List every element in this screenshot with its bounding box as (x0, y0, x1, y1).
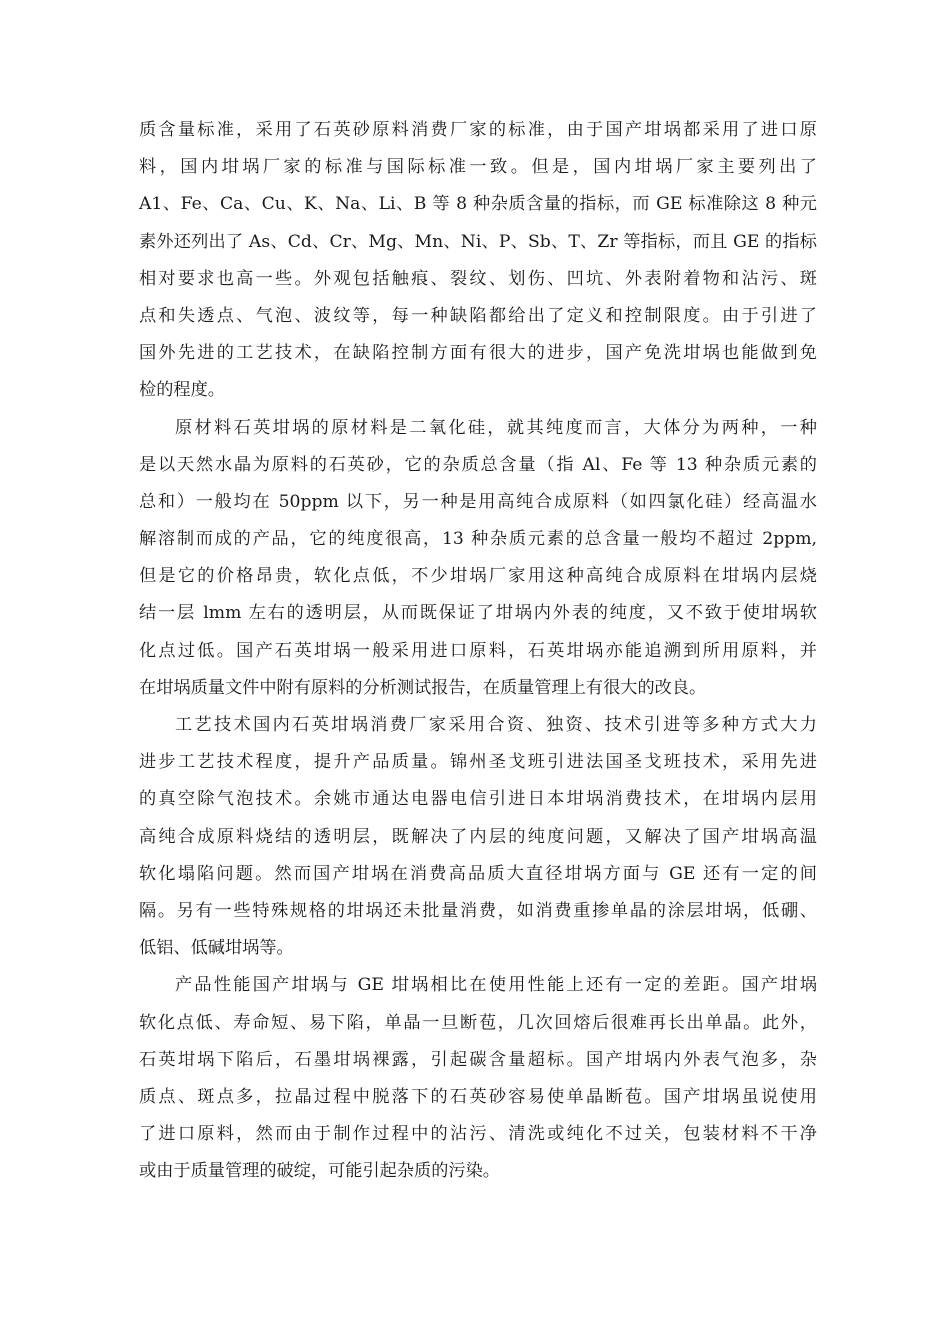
text-line: A1、Fe、Ca、Cu、K、Na、Li、B 等 8 种杂质含量的指标，而 GE 标准除这 8 种元 (139, 194, 817, 215)
text-line: 但是它的价格昂贵，软化点低，不少坩埚厂家用这种高纯合成原料在坩埚内层烧 (139, 566, 817, 587)
text-line: 隔。另有一些特殊规格的坩埚还未批量消费，如消费重掺单晶的涂层坩埚，低硼、 (139, 900, 817, 921)
text-line: 或由于质量管理的破绽，可能引起杂质的污染。 (139, 1161, 500, 1182)
text-line: 解溶制而成的产品，它的纯度很高，13 种杂质元素的总含量一般均不超过 2ppm, (139, 529, 817, 550)
text-line: 素外还列出了 As、Cd、Cr、Mg、Mn、Ni、P、Sb、T、Zr 等指标，而且 GE 的指标 (139, 231, 817, 252)
paragraph-process-technology (139, 707, 817, 967)
text-line: 相对要求也高一些。外观包括触痕、裂纹、划伤、凹坑、外表附着物和沾污、斑 (139, 268, 817, 289)
text-line: 国外先进的工艺技术，在缺陷控制方面有很大的进步，国产免洗坩埚也能做到免 (139, 343, 817, 364)
text-line: 检的程度。 (139, 380, 225, 401)
text-line: 结一层 lmm 左右的透明层，从而既保证了坩埚内外表的纯度，又不致于使坩埚软 (139, 603, 817, 624)
text-line: 在坩埚质量文件中附有原料的分析测试报告，在质量管理上有很大的改良。 (139, 677, 707, 698)
text-line: 软化点低、寿命短、易下陷，单晶一旦断苞，几次回熔后很难再长出单晶。此外， (139, 1012, 817, 1033)
paragraph-raw-materials (139, 410, 817, 708)
text-line: 的真空除气泡技术。余姚市通达电器电信引进日本坩埚消费技术，在坩埚内层用 (139, 789, 817, 810)
paragraph-quality-standards (139, 112, 817, 410)
text-line: 是以天然水晶为原料的石英砂，它的杂质总含量（指 Al、Fe 等 13 种杂质元素的 (139, 454, 817, 475)
text-line: 工艺技术国内石英坩埚消费厂家采用合资、独资、技术引进等多种方式大力 (175, 715, 817, 735)
text-line: 质点、斑点多，拉晶过程中脱落下的石英砂容易使单晶断苞。国产坩埚虽说使用 (139, 1086, 817, 1107)
text-line: 低铝、低碱坩埚等。 (139, 938, 294, 959)
text-line: 质含量标准，采用了石英砂原料消费厂家的标准，由于国产坩埚都采用了进口原 (139, 120, 817, 140)
text-line: 软化塌陷问题。然而国产坩埚在消费高品质大直径坩埚方面与 GE 还有一定的间 (139, 863, 817, 884)
text-line: 点和失透点、气泡、波纹等，每一种缺陷都给出了定义和控制限度。由于引进了 (139, 305, 817, 326)
text-line: 高纯合成原料烧结的透明层，既解决了内层的纯度问题，又解决了国产坩埚高温 (139, 826, 817, 847)
text-line: 总和）一般均在 50ppm 以下，另一种是用高纯合成原料（如四氯化硅）经高温水 (139, 491, 817, 512)
text-line: 进步工艺技术程度，提升产品质量。锦州圣戈班引进法国圣戈班技术，采用先进 (139, 752, 817, 773)
text-line: 化点过低。国产石英坩埚一般采用进口原料，石英坩埚亦能追溯到所用原料，并 (139, 640, 817, 661)
paragraph-product-performance (139, 967, 817, 1190)
text-line: 原材料石英坩埚的原材料是二氧化硅，就其纯度而言，大体分为两种，一种 (175, 417, 817, 438)
text-line: 了进口原料，然而由于制作过程中的沾污、清洗或纯化不过关，包装材料不干净 (139, 1124, 817, 1145)
text-line: 产品性能国产坩埚与 GE 坩埚相比在使用性能上还有一定的差距。国产坩埚 (175, 975, 817, 996)
text-line: 料，国内坩埚厂家的标准与国际标准一致。但是，国内坩埚厂家主要列出了 (139, 157, 817, 178)
document-body (139, 112, 817, 1190)
text-line: 石英坩埚下陷后，石墨坩埚裸露，引起碳含量超标。国产坩埚内外表气泡多，杂 (139, 1049, 817, 1070)
